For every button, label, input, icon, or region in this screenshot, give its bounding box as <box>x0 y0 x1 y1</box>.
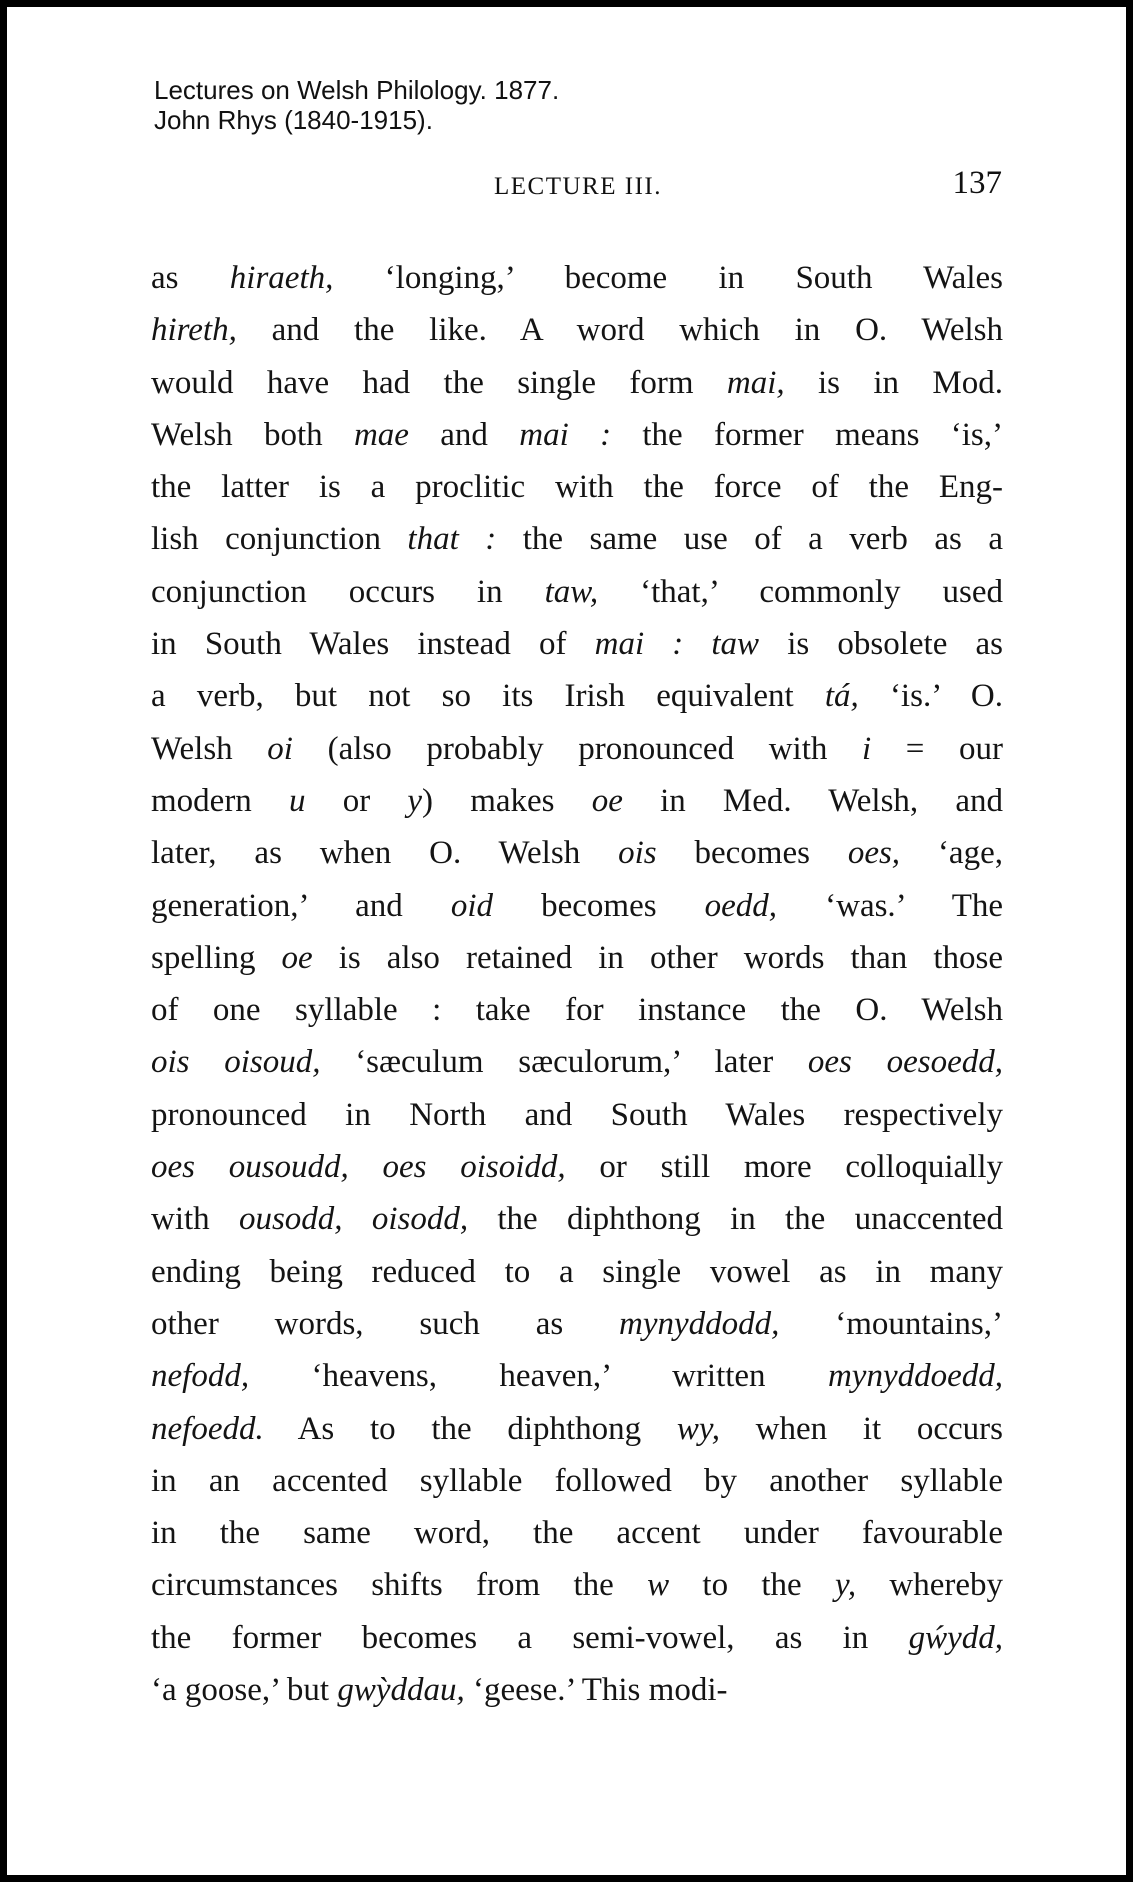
text-segment: modern <box>151 782 289 819</box>
text-segment: ) makes <box>422 782 592 819</box>
text-segment: ‘is.’ O. <box>858 678 1003 715</box>
text-line <box>151 409 1003 461</box>
text-line <box>151 932 1003 984</box>
lecture-title: LECTURE III. <box>494 173 662 200</box>
text-segment: when it occurs <box>719 1410 1003 1447</box>
text-segment: the latter is a proclitic with the force of the Eng- <box>151 469 1003 506</box>
text-segment: ‘heavens, heaven,’ written <box>249 1358 828 1395</box>
text-segment: whereby <box>856 1567 1003 1604</box>
text-segment: spelling <box>151 939 282 976</box>
text-line <box>151 1350 1003 1402</box>
text-segment: and the like. A word which in O. Welsh <box>236 312 1003 349</box>
text-line <box>151 1246 1003 1298</box>
text-line <box>151 880 1003 932</box>
text-segment: becomes <box>493 887 705 924</box>
italic-word: taw, <box>544 573 599 610</box>
italic-word: nefodd, <box>151 1358 250 1395</box>
italic-word: that : <box>407 521 497 558</box>
text-line <box>151 252 1003 304</box>
italic-word: tá, <box>824 678 859 715</box>
text-segment: the diphthong in the unaccented <box>468 1201 1004 1238</box>
text-line <box>151 984 1003 1036</box>
italic-word: oes ousoudd, oes oisoidd, <box>151 1149 566 1186</box>
text-segment: and <box>408 416 520 453</box>
text-segment: pronounced in North and South Wales respectively <box>151 1096 1003 1133</box>
text-segment: = our <box>871 730 1003 767</box>
text-segment: ‘sæculum sæculorum,’ later <box>320 1044 808 1081</box>
italic-word: hiraeth, <box>229 260 334 296</box>
italic-word: oid <box>450 887 494 924</box>
text-line <box>151 513 1003 565</box>
text-segment: conjunction occurs in <box>151 573 545 610</box>
text-segment: the former means ‘is,’ <box>611 416 1003 453</box>
italic-word: oi <box>267 730 293 767</box>
text-line <box>151 1036 1003 1088</box>
text-line <box>151 827 1003 879</box>
text-segment: ‘that,’ commonly used <box>598 573 1004 610</box>
italic-word: y, <box>835 1567 857 1604</box>
italic-word: oedd, <box>704 887 778 924</box>
italic-word: gẃydd, <box>908 1619 1003 1656</box>
source-note-author: John Rhys (1840-1915). <box>154 105 433 135</box>
text-segment: of one syllable : take for instance the O. Welsh <box>151 992 1003 1029</box>
text-segment: ‘longing,’ become in South Wales <box>333 260 1003 296</box>
text-line <box>151 1403 1003 1455</box>
text-segment: ‘was.’ The <box>777 887 1004 924</box>
text-segment: ‘mountains,’ <box>779 1305 1003 1342</box>
italic-word: mai : taw <box>594 626 760 663</box>
text-segment: becomes <box>656 835 848 872</box>
text-segment: Welsh both <box>151 416 354 453</box>
text-line <box>151 1298 1003 1350</box>
text-line <box>151 1612 1003 1664</box>
text-segment: is obsolete as <box>759 626 1003 663</box>
text-line <box>151 357 1003 409</box>
italic-word: gwỳddau, <box>337 1672 465 1709</box>
text-line <box>151 723 1003 775</box>
italic-word: mai : <box>519 416 612 453</box>
page-number: 137 <box>952 165 1002 201</box>
italic-word: oe <box>591 782 623 819</box>
text-segment: with <box>151 1201 239 1238</box>
italic-word: oes oesoedd, <box>807 1044 1003 1081</box>
text-segment: other words, such as <box>151 1305 620 1342</box>
text-segment: to the <box>669 1567 835 1604</box>
text-segment: ending being reduced to a single vowel as in many <box>151 1253 1003 1290</box>
body-text <box>151 252 1003 1716</box>
italic-word: ois <box>618 835 657 872</box>
italic-word: mai, <box>726 364 785 401</box>
text-segment: As to the diphthong <box>263 1410 677 1447</box>
text-segment: later, as when O. Welsh <box>151 835 619 872</box>
italic-word: ois oisoud, <box>151 1044 321 1081</box>
text-segment: in the same word, the accent under favourable <box>151 1515 1003 1552</box>
text-line <box>151 1664 1003 1716</box>
text-segment: or still more colloquially <box>565 1149 1004 1186</box>
italic-word: w <box>647 1567 670 1604</box>
text-segment: a verb, but not so its Irish equivalent <box>151 678 825 715</box>
italic-word: mae <box>353 416 409 453</box>
source-note <box>154 75 559 135</box>
text-segment: the same use of a verb as a <box>496 521 1003 558</box>
text-line <box>151 670 1003 722</box>
text-segment: ‘age, <box>900 835 1003 872</box>
text-line <box>151 618 1003 670</box>
italic-word: hireth, <box>151 312 237 349</box>
text-line <box>151 461 1003 513</box>
text-segment: as <box>151 260 230 296</box>
text-segment: in Med. Welsh, and <box>622 782 1004 819</box>
text-line <box>151 1507 1003 1559</box>
italic-word: mynyddodd, <box>619 1305 780 1342</box>
italic-word: ousodd, oisodd, <box>238 1201 469 1238</box>
text-segment: (also probably pronounced with <box>292 730 862 767</box>
text-line <box>151 1455 1003 1507</box>
italic-word: nefoedd. <box>151 1410 264 1447</box>
text-line <box>151 1089 1003 1141</box>
text-line <box>151 1193 1003 1245</box>
text-line <box>151 775 1003 827</box>
text-line <box>151 566 1003 618</box>
italic-word: oe <box>281 939 313 976</box>
text-segment: ‘geese.’ This modi- <box>464 1672 728 1709</box>
text-segment: lish conjunction <box>151 521 408 558</box>
text-line <box>151 1559 1003 1611</box>
italic-word: u <box>289 782 306 819</box>
running-head <box>154 165 1002 205</box>
italic-word: oes, <box>847 835 901 872</box>
text-segment: is also retained in other words than those <box>312 939 1003 976</box>
italic-word: i <box>861 730 872 767</box>
text-segment: in South Wales instead of <box>151 626 595 663</box>
text-segment: in an accented syllable followed by another syllable <box>151 1462 1003 1499</box>
text-line <box>151 304 1003 356</box>
text-segment: or <box>305 782 408 819</box>
text-segment: generation,’ and <box>151 887 451 924</box>
text-segment: would have had the single form <box>151 364 727 401</box>
text-segment: circumstances shifts from the <box>151 1567 648 1604</box>
text-segment: Welsh <box>151 730 268 767</box>
italic-word: wy, <box>676 1410 720 1447</box>
text-segment: the former becomes a semi-vowel, as in <box>151 1619 909 1656</box>
source-note-title: Lectures on Welsh Philology. 1877. <box>154 75 560 105</box>
text-segment: is in Mod. <box>784 364 1003 401</box>
text-segment: ‘a goose,’ but <box>151 1672 338 1709</box>
text-line <box>151 1141 1003 1193</box>
italic-word: y <box>407 782 423 819</box>
italic-word: mynyddoedd, <box>827 1358 1003 1395</box>
